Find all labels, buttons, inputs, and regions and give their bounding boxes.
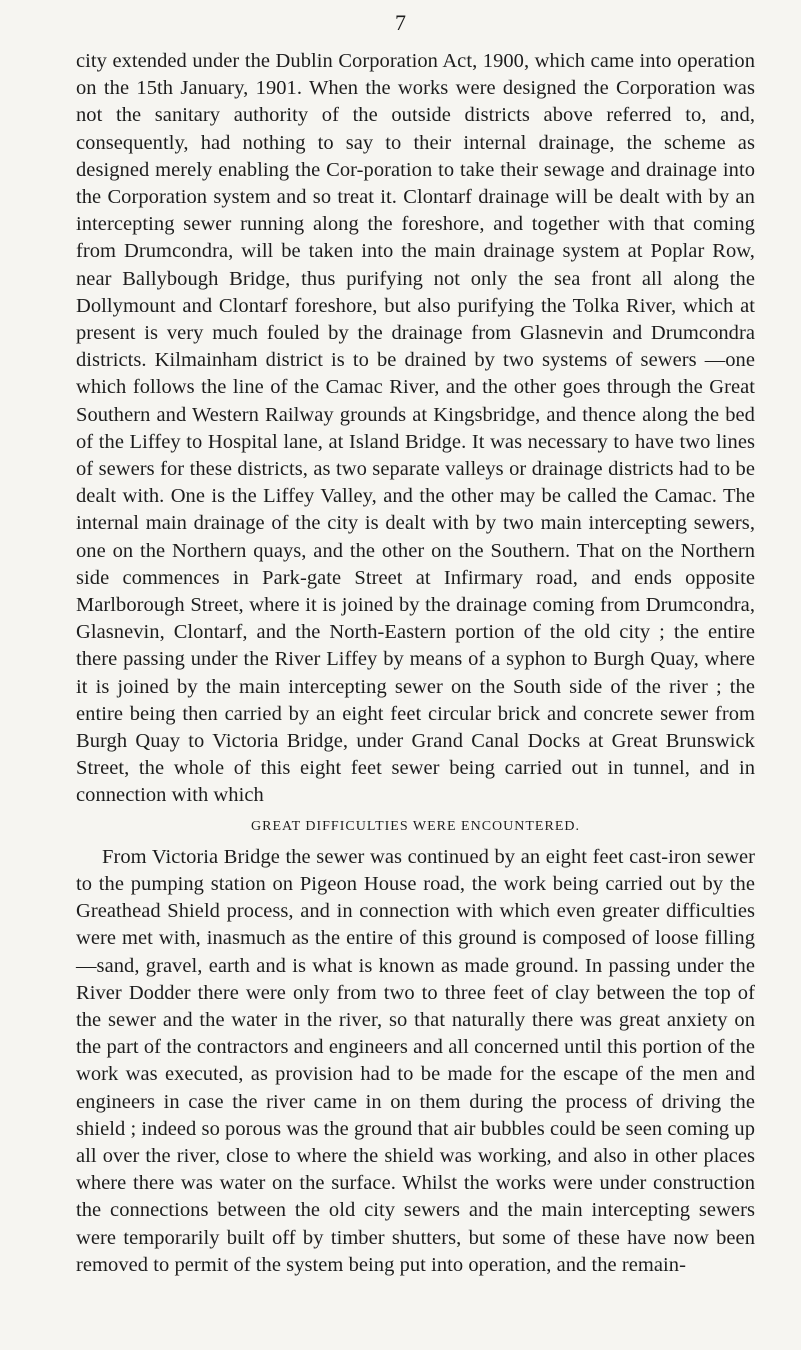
body-paragraph-2: From Victoria Bridge the sewer was continued by an eight feet cast-iron sewer to the pumping station on Pigeon House road, the work being carried out by the Greathead Shield process, and in connection with which even greater difficulties were met with, inasmuch as the entire of this ground is composed of loose filling—sand, gravel, earth and is what is known as made ground. In passing under the River Dodder there were only from two to three feet of clay between the top of the sewer and the water in the river, so that naturally there was great anxiety on the part of the contractors and engineers and all concerned until this portion of the work was executed, as provision had to be made for the escape of the men and engineers in case the river came in on them during the process of driving the shield ; indeed so porous was the ground that air bubbles could be seen coming up all over the river, close to where the shield was working, and also in other places where there was water on the surface. Whilst the works were under construction the connections between the old city sewers and the main intercepting sewers were temporarily built off by timber shutters, but some of these have now been removed to permit of the system being put into operation, and the remain- (76, 845, 755, 1276)
body-paragraph-1: city extended under the Dublin Corporation Act, 1900, which came into operation on the 15th January, 1901. When the works were designed the Corporation was not the sanitary authority of the outside districts above referred to, and, consequently, had nothing to say to their internal drainage, the scheme as designed merely enabling the Cor-poration to take their sewage and drainage into the Corporation system and so treat it. Clontarf drainage will be dealt with by an intercepting sewer running along the foreshore, and together with that coming from Drumcondra, will be taken into the main drainage system at Poplar Row, near Ballybough Bridge, thus purifying not only the sea front all along the Dollymount and Clontarf foreshore, but also purifying the Tolka River, which at present is very much fouled by the drainage from Glasnevin and Drumcondra districts. Kilmainham district is to be drained by two systems of sewers —one which follows the line of the Camac River, and the other goes through the Great Southern and Western Railway grounds at Kingsbridge, and thence along the bed of the Liffey to Hospital lane, at Island Bridge. It was necessary to have two lines of sewers for these districts, as two separate valleys or drainage districts had to be dealt with. One is the Liffey Valley, and the other may be called the Camac. The internal main drainage of the city is dealt with by two main intercepting sewers, one on the Northern quays, and the other on the Southern. That on the Northern side commences in Park-gate Street at Infirmary road, and ends opposite Marlborough Street, where it is joined by the drainage coming from Drumcondra, Glasnevin, Clontarf, and the North-Eastern portion of the old city ; the entire there passing under the River Liffey by means of a syphon to Burgh Quay, where it is joined by the main intercepting sewer on the South side of the river ; the entire being then carried by an eight feet circular brick and concrete sewer from Burgh Quay to Victoria Bridge, under Grand Canal Docks at Great Brunswick Street, the whole of this eight feet sewer being carried out in tunnel, and in connection with which (76, 50, 755, 807)
page-number: 7 (395, 10, 406, 35)
section-heading: GREAT DIFFICULTIES WERE ENCOUNTERED. (251, 818, 580, 834)
